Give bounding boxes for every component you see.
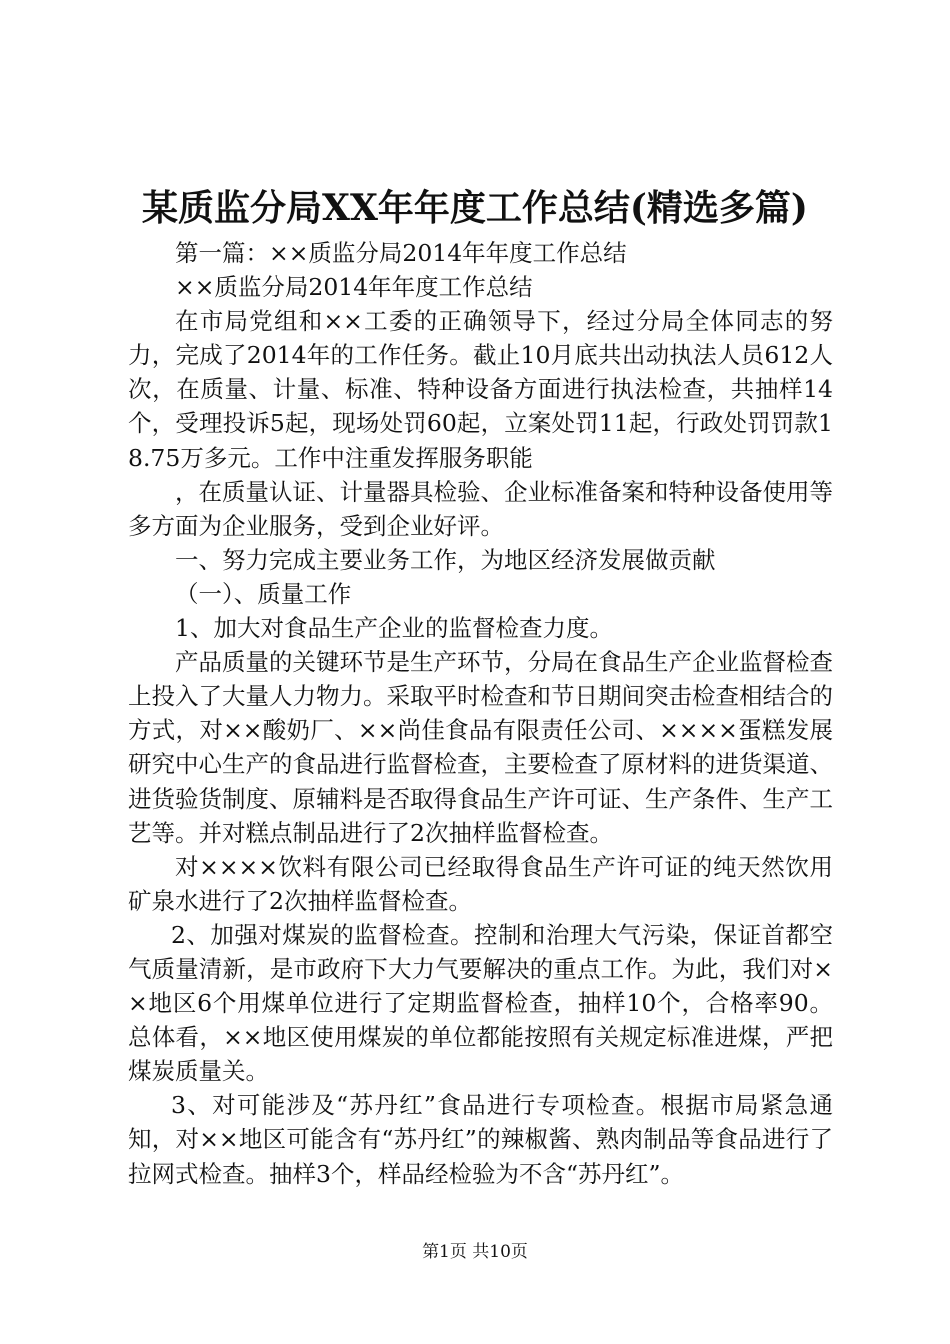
body-paragraph: 对××××饮料有限公司已经取得食品生产许可证的纯天然饮用矿泉水进行了2次抽样监督检查。 (128, 852, 833, 915)
page-footer: 第1页 共10页 (422, 1242, 528, 1262)
subsection-heading: （一）、质量工作 (175, 579, 352, 608)
subsection-heading: 一、努力完成主要业务工作，为地区经济发展做贡献 (175, 545, 716, 574)
document-body (128, 236, 833, 1191)
body-paragraph: 产品质量的关键环节是生产环节，分局在食品生产企业监督检查上投入了大量人力物力。采取平时检查和节日期间突击检查相结合的方式，对××酸奶厂、××尚佳食品有限责任公司、××××蛋糕发展研究中心生产的食品进行监督检查，主要检查了原材料的进货渠道、进货验货制度、原辅料是否取得食品生产许可证、生产条件、生产工艺等。并对糕点制品进行了2次抽样监督检查。 (128, 648, 833, 847)
body-paragraph: 3、对可能涉及“苏丹红”食品进行专项检查。根据市局紧急通知，对××地区可能含有“苏丹红”的辣椒酱、熟肉制品等食品进行了拉网式检查。抽样3个，样品经检验为不含“苏丹红”。 (128, 1091, 833, 1188)
list-item-heading: 1、加大对食品生产企业的监督检查力度。 (175, 614, 613, 643)
document-title: 某质监分局XX年年度工作总结(精选多篇) (142, 187, 808, 229)
body-paragraph: ，在质量认证、计量器具检验、企业标准备案和特种设备使用等多方面为企业服务，受到企业好评。 (128, 477, 833, 540)
body-paragraph: 在市局党组和××工委的正确领导下，经过分局全体同志的努力，完成了2014年的工作任务。截止10月底共出动执法人员612人次，在质量、计量、标准、特种设备方面进行执法检查，共抽样14个，受理投诉5起，现场处罚60起，立案处罚11起，行政处罚罚款18.75万多元。工作中注重发挥服务职能 (128, 307, 833, 472)
section-heading: ××质监分局2014年年度工作总结 (175, 273, 533, 302)
body-paragraph: 2、加强对煤炭的监督检查。控制和治理大气污染，保证首都空气质量清新，是市政府下大力气要解决的重点工作。为此，我们对××地区6个用煤单位进行了定期监督检查，抽样10个，合格率90。总体看，××地区使用煤炭的单位都能按照有关规定标准进煤，严把煤炭质量关。 (128, 920, 833, 1086)
chapter-heading: 第一篇：××质监分局2014年年度工作总结 (175, 239, 627, 267)
